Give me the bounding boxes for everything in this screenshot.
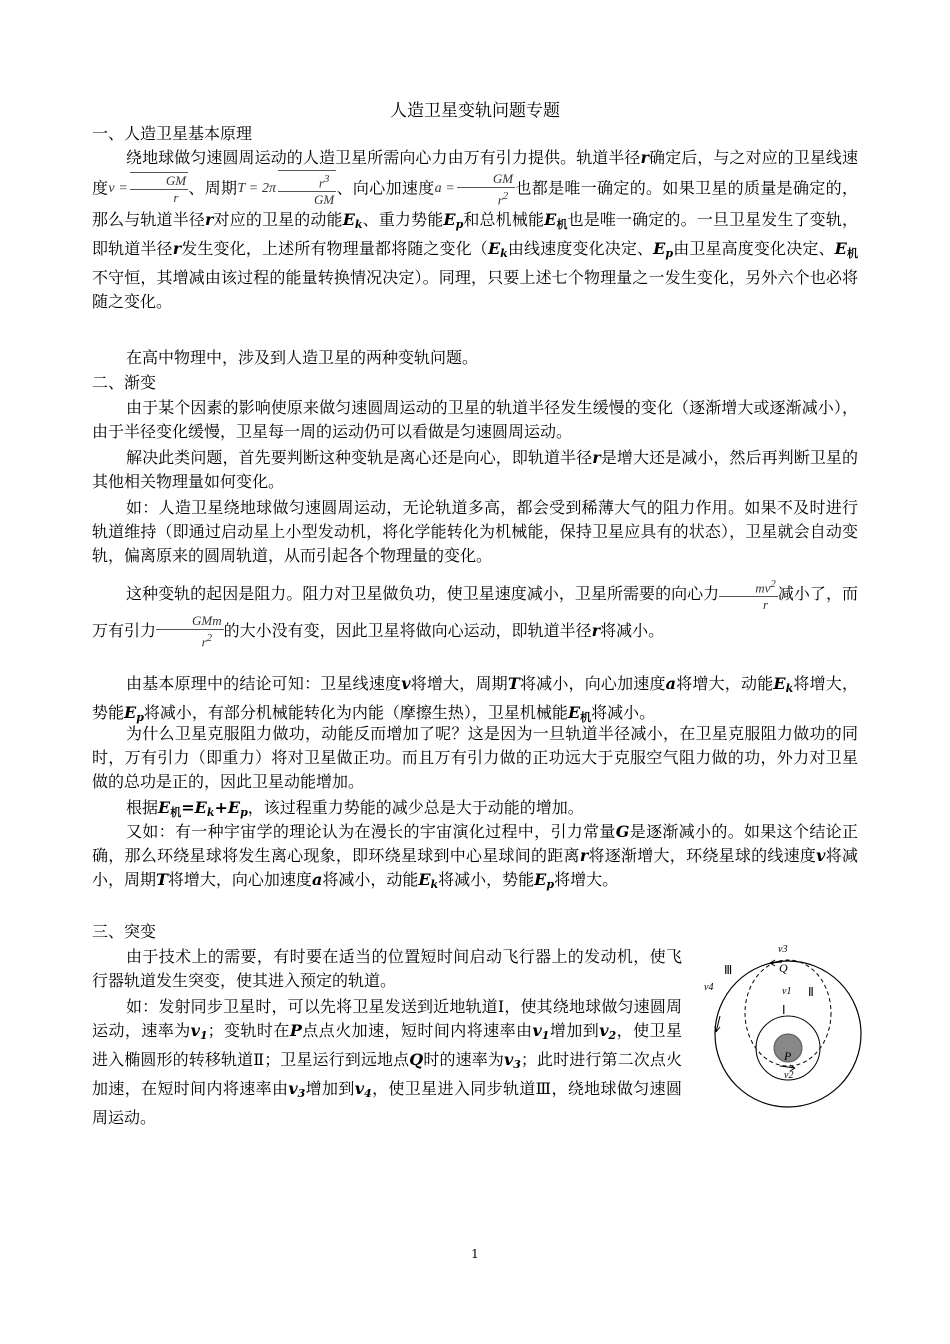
formula-a-den-exp: 2 <box>502 189 509 202</box>
text: ，使卫星进入同步轨道Ⅲ，绕地球做匀速圆周运动。 <box>92 1079 682 1127</box>
var-r: r <box>204 210 214 230</box>
sym: E <box>544 210 557 230</box>
var-e <box>568 703 591 722</box>
sym: E <box>418 870 431 889</box>
var-ep <box>228 798 248 817</box>
sub: k <box>206 806 215 819</box>
formula-a-den-base: r <box>497 191 503 207</box>
label-v4: v4 <box>704 982 714 993</box>
var-e <box>158 798 181 817</box>
text: ；变轨时在 <box>207 1021 290 1040</box>
formula-f1-num <box>719 576 778 597</box>
formula-v-den: r <box>173 190 179 206</box>
text: 将减小，动能 <box>322 870 419 889</box>
var-ek <box>195 798 215 817</box>
sub: 机 <box>846 247 858 261</box>
text: 由卫星高度变化决定、 <box>673 239 835 259</box>
sym: E <box>834 239 847 259</box>
sub: k <box>430 878 439 891</box>
text: 将增大，周期 <box>410 674 508 693</box>
sym: E <box>487 239 501 259</box>
orbit-diagram-svg <box>700 938 870 1118</box>
var-ep <box>124 703 144 722</box>
section-2-paragraph-4 <box>92 576 858 651</box>
label-v2: v2 <box>784 1070 794 1081</box>
text: 发生变化，上述所有物理量都将随之变化（ <box>181 239 488 259</box>
formula-a-den <box>457 188 515 208</box>
label-q: Q <box>779 961 788 975</box>
var-a: a <box>311 870 323 889</box>
label-i: Ⅰ <box>782 1003 786 1017</box>
text: 将增大，向心加速度 <box>167 870 312 889</box>
formula-v-lhs: v = <box>108 181 128 197</box>
text: 将逐渐增大，环绕星球的线速度 <box>588 846 817 865</box>
sub: 3 <box>297 1087 306 1100</box>
sym: v <box>599 1021 609 1040</box>
var-a: a <box>665 674 677 693</box>
var-e <box>544 210 568 232</box>
formula-v-num: GM <box>130 172 188 190</box>
text: 将增大，势能 <box>92 674 858 722</box>
var-p: P <box>289 1021 302 1040</box>
sym: E <box>342 210 355 230</box>
var-ep <box>534 870 554 889</box>
sub: 2 <box>608 1029 617 1042</box>
formula-f2-num: GMm <box>156 613 224 630</box>
text: ，该过程重力势能的减少总是大于动能的增加。 <box>247 798 584 817</box>
formula-f2-den-exp: 2 <box>206 632 213 645</box>
sub: 1 <box>541 1029 550 1042</box>
sub: 机 <box>170 806 182 819</box>
text: 时的速率为 <box>423 1050 504 1069</box>
text: 又如：有一种宇宙学的理论认为在漫长的宇宙演化过程中，引力常量 <box>126 822 616 841</box>
text: ；此时进行第二次点火加速，在短时间内将速率由 <box>92 1050 682 1098</box>
text: 这种变轨的起因是阻力。阻力对卫星做负功，使卫星速度减小，卫星所需要的向心力 <box>126 584 720 604</box>
var-t: T <box>507 674 520 693</box>
var-v1 <box>533 1021 550 1040</box>
sub: p <box>546 878 555 891</box>
formula-t-num-exp: 3 <box>323 173 330 185</box>
text: 不守恒，其增减由该过程的能量转换情况决定）。同理，只要上述七个物理量之一发生变化，另外六个也必将随之变化。 <box>92 268 858 312</box>
sym: E <box>158 798 171 817</box>
sym: E <box>567 703 581 722</box>
sub: p <box>240 806 248 819</box>
section-2-paragraph-1: 由于某个因素的影响使原来做匀速圆周运动的卫星的轨道半径发生缓慢的变化（逐渐增大或逐渐减小），由于半径变化缓慢，卫星每一周的运动仍可以看做是匀速圆周运动。 <box>92 398 858 441</box>
text: 绕地球做匀速圆周运动的人造卫星所需向心力由万有引力提供。轨道半径 <box>126 148 641 167</box>
section-1-paragraph-1 <box>92 146 858 314</box>
sym: E <box>443 210 456 230</box>
var-v: v <box>401 674 411 693</box>
text: 和总机械能 <box>463 210 545 230</box>
formula-t-num <box>278 170 336 192</box>
formula-a <box>434 170 516 207</box>
var-ek <box>487 239 508 261</box>
sym: v <box>190 1021 200 1040</box>
text: ，使卫星进入椭圆形的转移轨道Ⅱ；卫星运行到远地点 <box>92 1021 682 1069</box>
formula-v <box>108 173 188 206</box>
text: 将减小，周期 <box>92 846 858 889</box>
section-3-paragraph-1: 由于技术上的需要，有时要在适当的位置短时间启动飞行器上的发动机，使飞行器轨道发生突变，使其进入预定的轨道。 <box>92 947 682 990</box>
section-1-heading: 一、人造卫星基本原理 <box>92 124 253 143</box>
sub: 3 <box>513 1058 521 1071</box>
section-1-paragraph-2: 在高中物理中，涉及到人造卫星的两种变轨问题。 <box>126 348 479 367</box>
text: 确定后，与之对应的卫星线速度 <box>92 148 858 198</box>
var-g: G <box>615 822 630 841</box>
text: 将增大。 <box>554 870 619 889</box>
var-v: v <box>816 846 826 865</box>
text: 是增大还是减小，然后再判断卫星的其他相关物理量如何变化。 <box>92 448 858 491</box>
sym: E <box>534 870 547 889</box>
sub: k <box>500 247 508 261</box>
sym: E <box>194 798 207 817</box>
sym: E <box>227 798 241 817</box>
var-e <box>834 239 858 261</box>
formula-t-num-base: r <box>318 175 324 191</box>
label-iii: Ⅲ <box>724 963 733 977</box>
section-2-paragraph-6: 为什么卫星克服阻力做功，动能反而增加了呢？这是因为一旦轨道半径减小，在卫星克服阻力做功的同时，万有引力（即重力）将对卫星做正功。而且万有引力做的正功远大于克服空气阻力做的功，外力对卫星做的总功是正的，因此卫星动能增加。 <box>92 724 858 791</box>
label-v1: v1 <box>782 986 792 997</box>
text: 、周期 <box>188 178 238 198</box>
text: 将减小。 <box>600 621 665 641</box>
text: 由基本原理中的结论可知：卫星线速度 <box>126 674 402 693</box>
page-title: 人造卫星变轨问题专题 <box>390 101 560 121</box>
formula-a-fraction <box>457 171 515 208</box>
var-q: Q <box>409 1050 424 1069</box>
page-number: 1 <box>471 1247 479 1261</box>
formula-a-num: GM <box>457 171 515 188</box>
var-v3 <box>504 1050 521 1069</box>
label-ii: Ⅱ <box>808 985 814 999</box>
formula-t-den: GM <box>314 192 335 208</box>
sym: v <box>354 1079 365 1098</box>
sub: p <box>136 711 144 724</box>
sym: v <box>532 1021 542 1040</box>
section-3-heading: 三、突变 <box>92 922 157 941</box>
section-2-heading: 二、渐变 <box>92 373 157 392</box>
var-v1 <box>191 1021 208 1040</box>
label-p: P <box>784 1049 792 1063</box>
var-v3 <box>288 1079 305 1098</box>
text: 由线速度变化决定、 <box>507 239 654 259</box>
text: 对应的卫星的动能 <box>213 210 343 230</box>
text: 如：发射同步卫星时，可以先将卫星发送到近地轨道Ⅰ，使其绕地球做匀速圆周运动，速率为 <box>92 997 682 1040</box>
text: 解决此类问题，首先要判断这种变轨是离心还是向心，即轨道半径 <box>126 448 593 467</box>
sub: 机 <box>556 218 568 232</box>
sub: k <box>785 682 794 695</box>
text: 、重力势能 <box>362 210 444 230</box>
formula-t <box>237 173 336 208</box>
var-ek <box>342 210 363 232</box>
text: 点点火加速，短时间内将速率由 <box>301 1021 533 1040</box>
sub: k <box>354 218 363 232</box>
var-r: r <box>172 239 182 259</box>
text: 将减小，势能 <box>438 870 535 889</box>
formula-f2-den-base: r <box>201 634 207 650</box>
var-v2 <box>599 1021 616 1040</box>
text: 增加到 <box>305 1079 355 1098</box>
text: 根据 <box>126 798 159 817</box>
var-r: r <box>579 846 589 865</box>
formula-f1-num-exp: 2 <box>770 578 776 590</box>
formula-t-lhs: T = 2π <box>237 181 277 197</box>
sym: v <box>503 1050 514 1069</box>
sub: 机 <box>580 711 592 724</box>
text: 也都是唯一确定的。如果卫星的质量是确定的，那么与轨道半径 <box>92 178 858 230</box>
sub: p <box>455 218 464 232</box>
formula-f2-den <box>156 630 224 650</box>
section-2-paragraph-8 <box>92 820 858 897</box>
formula-f1-num-base: mv <box>755 580 771 596</box>
var-r: r <box>640 148 649 167</box>
sym: E <box>124 703 137 722</box>
var-r: r <box>591 621 601 641</box>
section-2-paragraph-2 <box>92 446 858 494</box>
text: 将减小，向心加速度 <box>519 674 666 693</box>
text: 将增大，动能 <box>676 674 774 693</box>
sym: v <box>288 1079 298 1098</box>
sym: E <box>653 239 666 259</box>
text: 、向心加速度 <box>336 178 435 198</box>
sub: 4 <box>364 1087 372 1100</box>
text: 的大小没有变，因此卫星将做向心运动，即轨道半径 <box>223 621 592 641</box>
formula-a-lhs: a = <box>434 181 455 197</box>
var-ek <box>418 870 438 889</box>
orbit-diagram <box>700 938 870 1118</box>
var-ep <box>443 210 464 232</box>
text: 也是唯一确定的。一旦卫星发生了变轨，即轨道半径 <box>92 210 858 259</box>
sub: 1 <box>199 1029 208 1042</box>
var-t: T <box>156 870 168 889</box>
text: 是逐渐减小的。如果这个结论正确，那么环绕星球将发生离心现象，即环绕星球到中心星球间的距离 <box>92 822 858 865</box>
formula-v-fraction <box>130 172 188 206</box>
label-v3: v3 <box>778 944 788 955</box>
plus: + <box>214 798 228 817</box>
sub: p <box>665 247 674 261</box>
section-3-paragraph-2 <box>92 995 682 1130</box>
text: 将减小，有部分机械能转化为内能（摩擦生热），卫星机械能 <box>143 703 568 722</box>
formula-f2 <box>156 613 224 650</box>
text: 减小了，而万有引力 <box>92 584 858 641</box>
var-r: r <box>592 448 601 467</box>
var-v4 <box>355 1079 372 1098</box>
formula-f1-den: r <box>762 597 769 613</box>
equals: = <box>181 798 195 817</box>
formula-f1 <box>719 576 778 613</box>
sym: E <box>773 674 786 693</box>
text: 增加到 <box>549 1021 600 1040</box>
text: 将减小。 <box>591 703 656 722</box>
var-ek <box>773 674 793 693</box>
formula-t-fraction <box>278 170 336 208</box>
var-ep <box>653 239 674 261</box>
section-2-paragraph-3: 如：人造卫星绕地球做匀速圆周运动，无论轨道多高，都会受到稀薄大气的阻力作用。如果不及时进行轨道维持（即通过启动星上小型发动机，将化学能转化为机械能，保持卫星应具有的状态），卫星就会自动变轨，偏离原来的圆周轨道，从而引起各个物理量的变化。 <box>92 498 858 565</box>
